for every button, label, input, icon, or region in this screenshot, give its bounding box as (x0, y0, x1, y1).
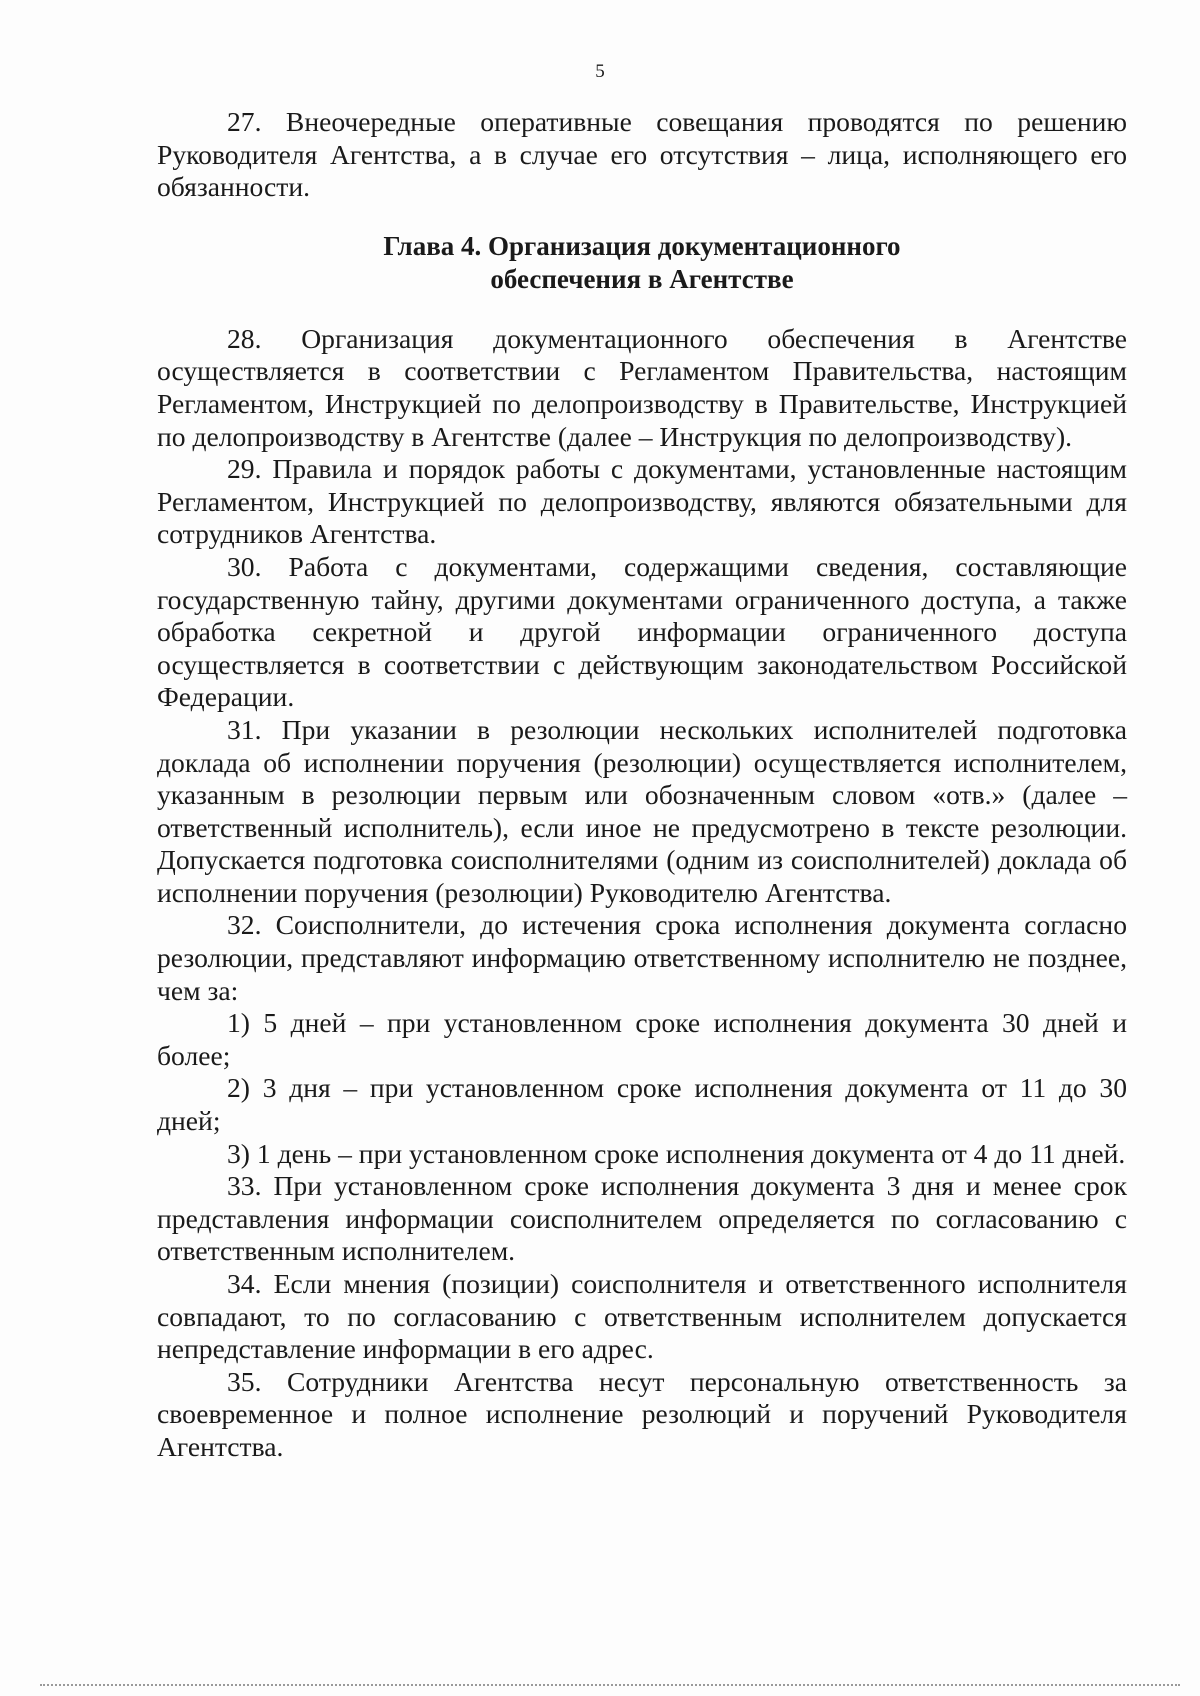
document-body (157, 106, 1127, 1464)
chapter-heading (157, 230, 1127, 296)
list-item-1: 1) 5 дней – при установленном сроке исполнения документа 30 дней и более; (157, 1007, 1127, 1071)
chapter-heading-line-2: обеспечения в Агентстве (490, 263, 794, 294)
paragraph-30: 30. Работа с документами, содержащими сведения, составляющие государственную тайну, другими документами ограниченного доступа, а также обработка секретной и другой информации ограниченного доступа осуществляется в соответствии с действующим законодательством Российской Федерации. (157, 550, 1127, 713)
page-number: 5 (595, 61, 605, 82)
list-item-3: 3) 1 день – при установленном сроке исполнения документа от 4 до 11 дней. (227, 1137, 1126, 1169)
paragraph-29: 29. Правила и порядок работы с документами, установленные настоящим Регламентом, Инструкцией по делопроизводству, являются обязательными для сотрудников Агентства. (157, 453, 1127, 550)
paragraph-32: 32. Соисполнители, до истечения срока исполнения документа согласно резолюции, представляют информацию ответственному исполнителю не позднее, чем за: (157, 909, 1127, 1006)
chapter-heading-line-1: Глава 4. Организация документационного (383, 230, 901, 261)
paragraph-33: 33. При установленном сроке исполнения документа 3 дня и менее срок представления информации соисполнителем определяется по согласованию с ответственным исполнителем. (157, 1170, 1127, 1267)
paragraph-34: 34. Если мнения (позиции) соисполнителя и ответственного исполнителя совпадают, то по согласованию с ответственным исполнителем допускается непредставление информации в его адрес. (157, 1268, 1127, 1365)
paragraph-27: 27. Внеочередные оперативные совещания проводятся по решению Руководителя Агентства, а в случае его отсутствия – лица, исполняющего его обязанности. (157, 106, 1127, 203)
paragraph-35: 35. Сотрудники Агентства несут персональную ответственность за своевременное и полное исполнение резолюций и поручений Руководителя Агентства. (157, 1365, 1127, 1462)
scan-edge-line (40, 1684, 1180, 1686)
paragraph-28: 28. Организация документационного обеспечения в Агентстве осуществляется в соответствии с Регламентом Правительства, настоящим Регламентом, Инструкцией по делопроизводству в Правительстве, Инструкцией по делопроизводству в Агентстве (далее – Инструкция по делопроизводству). (157, 322, 1127, 452)
list-item-2: 2) 3 дня – при установленном сроке исполнения документа от 11 до 30 дней; (157, 1072, 1127, 1137)
paragraph-31: 31. При указании в резолюции нескольких исполнителей подготовка доклада об исполнении поручения (резолюции) осуществляется исполнителем, указанным в резолюции первым или обозначенным словом «отв.» (далее – ответственный исполнитель), если иное не предусмотрено в тексте резолюции. Допускается подготовка соисполнителями (одним из соисполнителей) доклада об исполнении поручения (резолюции) Руководителю Агентства. (157, 713, 1127, 908)
